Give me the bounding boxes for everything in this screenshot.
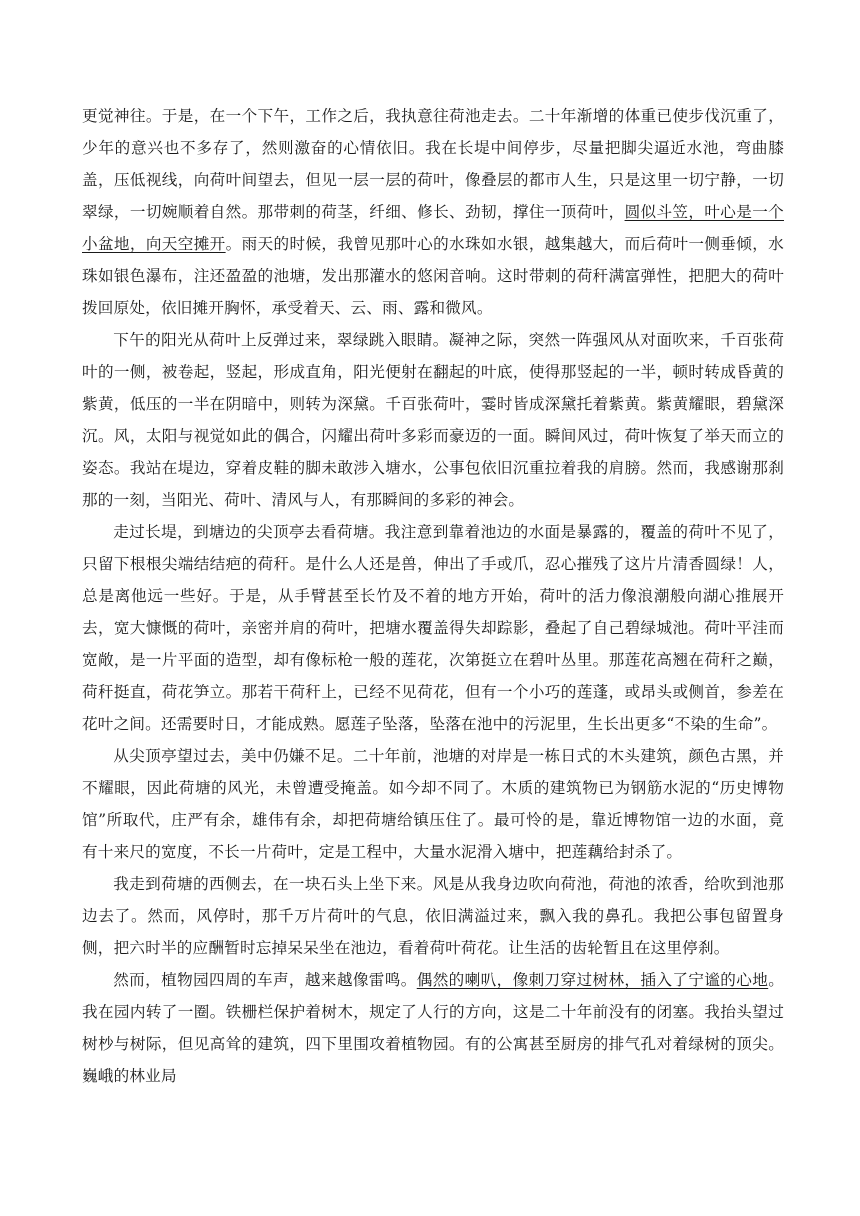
paragraph-6-underlined-phrase: 偶然的喇叭，像刺刀穿过树林，插入了宁谧的心地: [416, 971, 769, 989]
paragraph-4: [82, 740, 784, 868]
document-page: [82, 100, 784, 1092]
paragraph-2-text: 下午的阳光从荷叶上反弹过来，翠绿跳入眼睛。凝神之际，突然一阵强风从对面吹来，千百张荷叶的一侧，被卷起，竖起，形成直角，阳光便射在翻起的叶底，使得那竖起的一半，顿时转成昏黄的紫黄，低压的一半在阴暗中，则转为深黛。千百张荷叶，霎时皆成深黛托着紫黄。紫黄耀眼，碧黛深沉。风，太阳与视觉如此的偶合，闪耀出荷叶多彩而豪迈的一面。瞬间风过，荷叶恢复了举天而立的姿态。我站在堤边，穿着皮鞋的脚未敢涉入塘水，公事包依旧沉重拉着我的肩膀。然而，我感谢那刹那的一刻，当阳光、荷叶、清风与人，有那瞬间的多彩的神会。: [82, 331, 784, 509]
paragraph-3: [82, 516, 784, 740]
paragraph-1-underlined-phrase: 圆似斗笠，叶心是一个小盆地，向天空摊开: [82, 203, 784, 253]
paragraph-6: [82, 964, 784, 1092]
paragraph-2: [82, 324, 784, 516]
paragraph-6-text-b: 。我在园内转了一圈。铁栅栏保护着树木，规定了人行的方向，这是二十年前没有的闭塞。我抬头望过树杪与树际，但见高耸的建筑，四下里围攻着植物园。有的公寓甚至厨房的排气孔对着绿树的顶尖。巍峨的林业局: [82, 971, 784, 1085]
paragraph-1-text-a: 更觉神往。于是，在一个下午，工作之后，我执意往荷池走去。二十年渐增的体重已使步伐沉重了，少年的意兴也不多存了，然则激奋的心情依旧。我在长堤中间停步，尽量把脚尖逼近水池，弯曲膝盖，压低视线，向荷叶间望去，但见一层一层的荷叶，像叠层的都市人生，只是这里一切宁静，一切翠绿，一切婉顺着自然。那带刺的荷茎，纤细、修长、劲韧，撑住一顶荷叶，: [82, 107, 784, 221]
paragraph-1-text-b: 。雨天的时候，我曾见那叶心的水珠如水银，越集越大，而后荷叶一侧垂倾，水珠如银色瀑布，注还盈盈的池塘，发出那灌水的悠闲音响。这时带刺的荷秆满富弹性，把肥大的荷叶拨回原处，依旧摊开胸怀，承受着天、云、雨、露和微风。: [82, 235, 784, 317]
paragraph-1: [82, 100, 784, 324]
paragraph-3-text: 走过长堤，到塘边的尖顶亭去看荷塘。我注意到靠着池边的水面是暴露的，覆盖的荷叶不见了，只留下根根尖端结结疤的荷秆。是什么人还是兽，伸出了手或爪，忍心摧残了这片片清香圆绿！人，总是离他远一些好。于是，从手臂甚至长竹及不着的地方开始，荷叶的活力像浪潮般向湖心推展开去，宽大慷慨的荷叶，亲密并肩的荷叶，把塘水覆盖得失却踪影，叠起了自己碧绿城池。荷叶平洼而宽敞，是一片平面的造型，却有像标枪一般的莲花，次第挺立在碧叶丛里。那莲花高翘在荷秆之巅，荷秆挺直，荷花笋立。那若干荷秆上，已经不见荷花，但有一个小巧的莲蓬，或昂头或侧首，参差在花叶之间。还需要时日，才能成熟。愿莲子坠落，坠落在池中的污泥里，生长出更多“不染的生命”。: [82, 523, 784, 733]
paragraph-5-text: 我走到荷塘的西侧去，在一块石头上坐下来。风是从我身边吹向荷池，荷池的浓香，给吹到池那边去了。然而，风停时，那千万片荷叶的气息，依旧满溢过来，飘入我的鼻孔。我把公事包留置身侧，把六时半的应酬暂时忘掉呆呆坐在池边，看着荷叶荷花。让生活的齿轮暂且在这里停刹。: [82, 875, 784, 957]
paragraph-4-text: 从尖顶亭望过去，美中仍嫌不足。二十年前，池塘的对岸是一栋日式的木头建筑，颜色古黑，并不耀眼，因此荷塘的风光，未曾遭受掩盖。如今却不同了。木质的建筑物已为钢筋水泥的“历史博物馆”所取代，庄严有余，雄伟有余，却把荷塘给镇压住了。最可怜的是，靠近博物馆一边的水面，竟有十来尺的宽度，不长一片荷叶，定是工程中，大量水泥滑入塘中，把莲藕给封杀了。: [82, 747, 784, 861]
paragraph-5: [82, 868, 784, 964]
paragraph-6-text-a: 然而，植物园四周的车声，越来越像雷鸣。: [113, 971, 417, 989]
